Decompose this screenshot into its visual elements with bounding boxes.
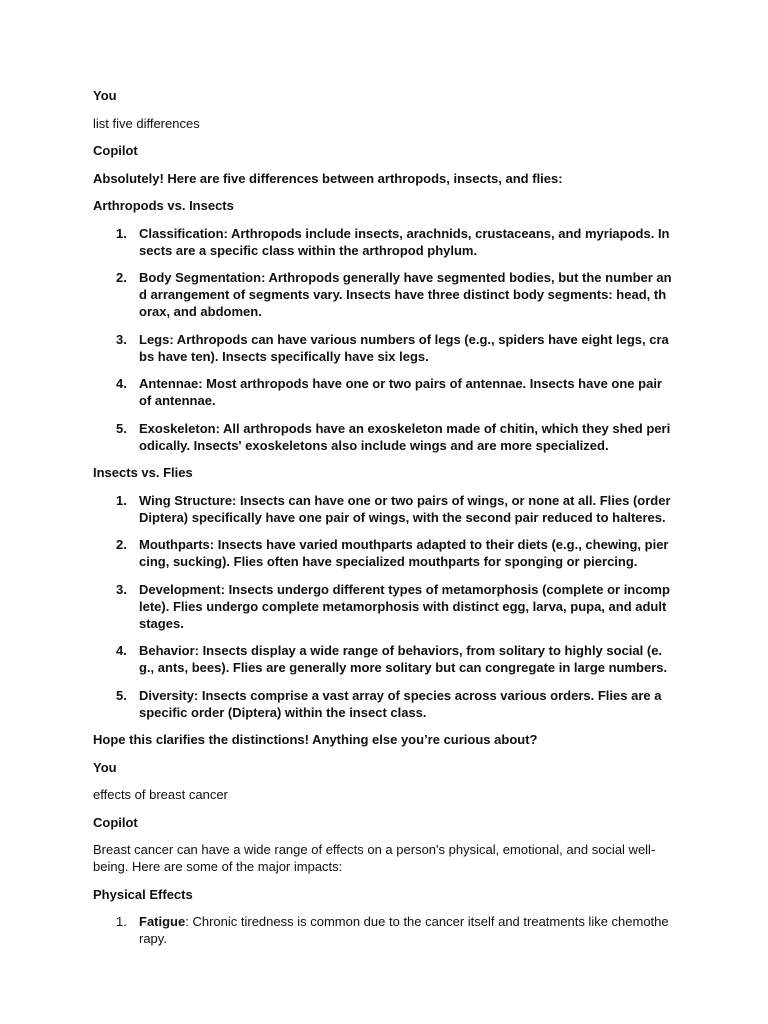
response-intro: Absolutely! Here are five differences between arthropods, insects, and flies: — [93, 170, 563, 186]
list-item-text: Diversity: Insects comprise a vast array of species across various orders. Flies are a specific order (Diptera) within the insect class. — [139, 687, 662, 720]
list-item: 1. Classification: Arthropods include insects, arachnids, crustaceans, and myriapods. Insects are a specific class within the arthropod phylum. — [116, 225, 670, 258]
list-item-term: Fatigue — [139, 914, 186, 929]
list-item: 2. Body Segmentation: Arthropods generally have segmented bodies, but the number and arrangement of segments vary. Insects have three distinct body segments: head, thorax, and abdomen. — [116, 270, 672, 319]
list-item: 5. Exoskeleton: All arthropods have an exoskeleton made of chitin, which they shed periodically. Insects' exoskeletons also include wings and are more specialized. — [116, 420, 671, 453]
list-item-text: : Chronic tiredness is common due to the cancer itself and treatments like chemotherapy. — [139, 914, 669, 946]
speaker-label-copilot: Copilot — [93, 814, 138, 830]
list-item-text: Antennae: Most arthropods have one or two pairs of antennae. Insects have one pair of antennae. — [139, 376, 662, 408]
speaker-label-you: You — [93, 759, 117, 775]
list-item-text: Development: Insects undergo different types of metamorphosis (complete or incomplete). Flies undergo complete metamorphosis with distinct egg, larva, pupa, and adult stages. — [139, 581, 670, 631]
section-heading: Insects vs. Flies — [93, 465, 193, 480]
response-closing: Hope this clarifies the distinctions! Anything else you’re curious about? — [93, 732, 538, 747]
list-item: 4. Behavior: Insects display a wide range of behaviors, from solitary to highly social (e.g., ants, bees). Flies are generally more solitary but can congregate in large numbers. — [116, 643, 668, 675]
list-item-text: Behavior: Insects display a wide range of behaviors, from solitary to highly social (e.g., ants, bees). Flies are generally more solitary but can congregate in large numbers. — [139, 643, 668, 675]
numbered-list — [93, 225, 672, 454]
list-item-text: Legs: Arthropods can have various numbers of legs (e.g., spiders have eight legs, crabs have ten). Insects specifically have six legs. — [139, 331, 669, 364]
section-heading: Physical Effects — [93, 886, 193, 902]
list-item: 5. Diversity: Insects comprise a vast array of species across various orders. Flies are a specific order (Diptera) within the insect class. — [116, 687, 662, 720]
list-item-text: Exoskeleton: All arthropods have an exoskeleton made of chitin, which they shed periodically. Insects' exoskeletons also include wings and are more specialized. — [139, 420, 671, 453]
user-message: list five differences — [93, 115, 200, 131]
list-item-text: Mouthparts: Insects have varied mouthparts adapted to their diets (e.g., chewing, piercing, sucking). Flies often have specialized mouthparts for sponging or piercing. — [139, 537, 669, 569]
list-item-text: Wing Structure: Insects can have one or two pairs of wings, or none at all. Flies (order Diptera) specifically have one pair of wings, with the second pair reduced to halteres. — [139, 492, 671, 525]
list-item: 1. Wing Structure: Insects can have one or two pairs of wings, or none at all. Flies (order Diptera) specifically have one pair of wings, with the second pair reduced to halteres. — [116, 492, 671, 525]
list-item: 2. Mouthparts: Insects have varied mouthparts adapted to their diets (e.g., chewing, piercing, sucking). Flies often have specialized mouthparts for sponging or piercing. — [116, 537, 669, 569]
user-message: effects of breast cancer — [93, 787, 228, 802]
speaker-label-you: You — [93, 88, 117, 103]
list-item: 4. Antennae: Most arthropods have one or two pairs of antennae. Insects have one pair of antennae. — [116, 376, 662, 408]
numbered-list — [93, 492, 672, 721]
list-item-text: Classification: Arthropods include insects, arachnids, crustaceans, and myriapods. Insects are a specific class within the arthropod phylum. — [139, 225, 670, 258]
list-item: 3. Development: Insects undergo different types of metamorphosis (complete or incomplete). Flies undergo complete metamorphosis with distinct egg, larva, pupa, and adult stages. — [116, 581, 670, 631]
numbered-list — [93, 913, 672, 947]
list-item: 1. Fatigue: Chronic tiredness is common due to the cancer itself and treatments like chemotherapy. — [116, 914, 669, 946]
list-item-text: Body Segmentation: Arthropods generally have segmented bodies, but the number and arrangement of segments vary. Insects have three distinct body segments: head, thorax, and abdomen. — [139, 270, 672, 319]
speaker-label-copilot: Copilot — [93, 143, 138, 158]
section-heading: Arthropods vs. Insects — [93, 198, 234, 213]
response-intro: Breast cancer can have a wide range of effects on a person's physical, emotional, and social well-being. Here are some of the major impacts: — [93, 842, 656, 874]
list-item: 3. Legs: Arthropods can have various numbers of legs (e.g., spiders have eight legs, crabs have ten). Insects specifically have six legs. — [116, 331, 669, 364]
